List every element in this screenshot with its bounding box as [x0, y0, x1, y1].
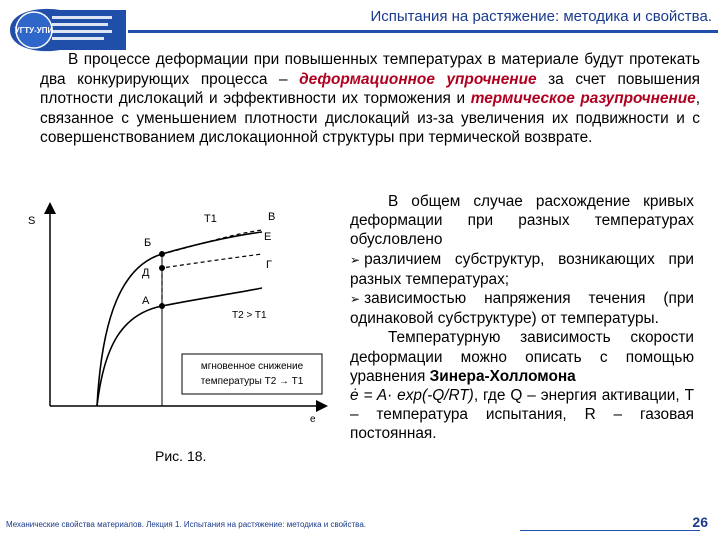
figure-caption: Рис. 18. — [155, 448, 207, 464]
deformation-curves-figure — [22, 196, 342, 446]
point-a — [159, 303, 165, 309]
label-a: А — [142, 295, 150, 307]
zener-hollomon-formula: ė = A· exp(-Q/RT) — [350, 387, 474, 405]
intro-text-3: , связанное с уменьшением плотности дислокаций из-за увеличения их подвижности и с совершенствованием дислокационной структуры при термической возврате. — [40, 90, 700, 146]
arrow-bullet-icon: ➢ — [350, 292, 361, 307]
point-d — [159, 265, 165, 271]
footer-text: Механические свойства материалов. Лекция 1. Испытания на растяжение: методика и свойства. — [6, 520, 367, 529]
right-column-text — [350, 192, 694, 444]
right-paragraph-2 — [350, 328, 694, 443]
header-divider — [128, 30, 718, 33]
bullet-text-1: различием субструктур, возникающих при разных температурах; — [350, 250, 694, 288]
zener-hollomon-name: Зинера-Холломона — [429, 367, 576, 385]
footer-divider — [520, 530, 700, 531]
point-b — [159, 251, 165, 257]
annotation-line-1: мгновенное снижение — [200, 361, 304, 372]
label-e: Е — [264, 231, 272, 243]
label-t1: T1 — [204, 213, 217, 225]
annotation-line-2: температуры T2 → T1 — [200, 376, 304, 387]
label-v: В — [268, 211, 276, 223]
right-paragraph-1: В общем случае расхождение кривых деформации при разных температурах обусловлено — [350, 193, 694, 249]
y-axis-label: S — [28, 215, 36, 227]
label-d: Д — [142, 267, 150, 279]
page-number: 26 — [692, 514, 708, 530]
annotation-box — [182, 354, 322, 394]
intro-paragraph — [40, 50, 700, 148]
curve-after-drop — [162, 254, 262, 306]
intro-text-1: В процессе деформации при повышенных температурах в материале будут протекать два конкурирующих процесса – — [40, 51, 700, 88]
header-title: Испытания на растяжение: методика и свойства. — [370, 8, 712, 25]
intro-text-2: за счет повышения плотности дислокаций и эффективности их торможения и — [40, 70, 701, 107]
university-logo — [8, 4, 126, 56]
label-b: Б — [144, 237, 152, 249]
p2-text-2: , где Q – энергия активации, T – температура испытания, R – газовая постоянная. — [350, 387, 694, 443]
term-thermal-softening: термическое разупрочнение — [470, 90, 696, 107]
term-strain-hardening: деформационное упрочнение — [299, 70, 537, 88]
arrow-bullet-icon: ➢ — [350, 252, 361, 267]
label-g: Г — [266, 259, 272, 271]
bullet-text-2: зависимостью напряжения течения (при одинаковой субструктуре) от температуры. — [350, 290, 694, 328]
label-t2-gt-t1: T2 > T1 — [232, 310, 267, 321]
x-axis-label: e — [310, 414, 316, 425]
p2-text-1: Температурную зависимость скорости деформации можно описать с помощью уравнения — [350, 329, 694, 385]
bullet-item-1 — [350, 250, 694, 289]
logo-badge: УГТУ-УПИ — [14, 26, 54, 35]
bullet-item-2 — [350, 289, 694, 328]
